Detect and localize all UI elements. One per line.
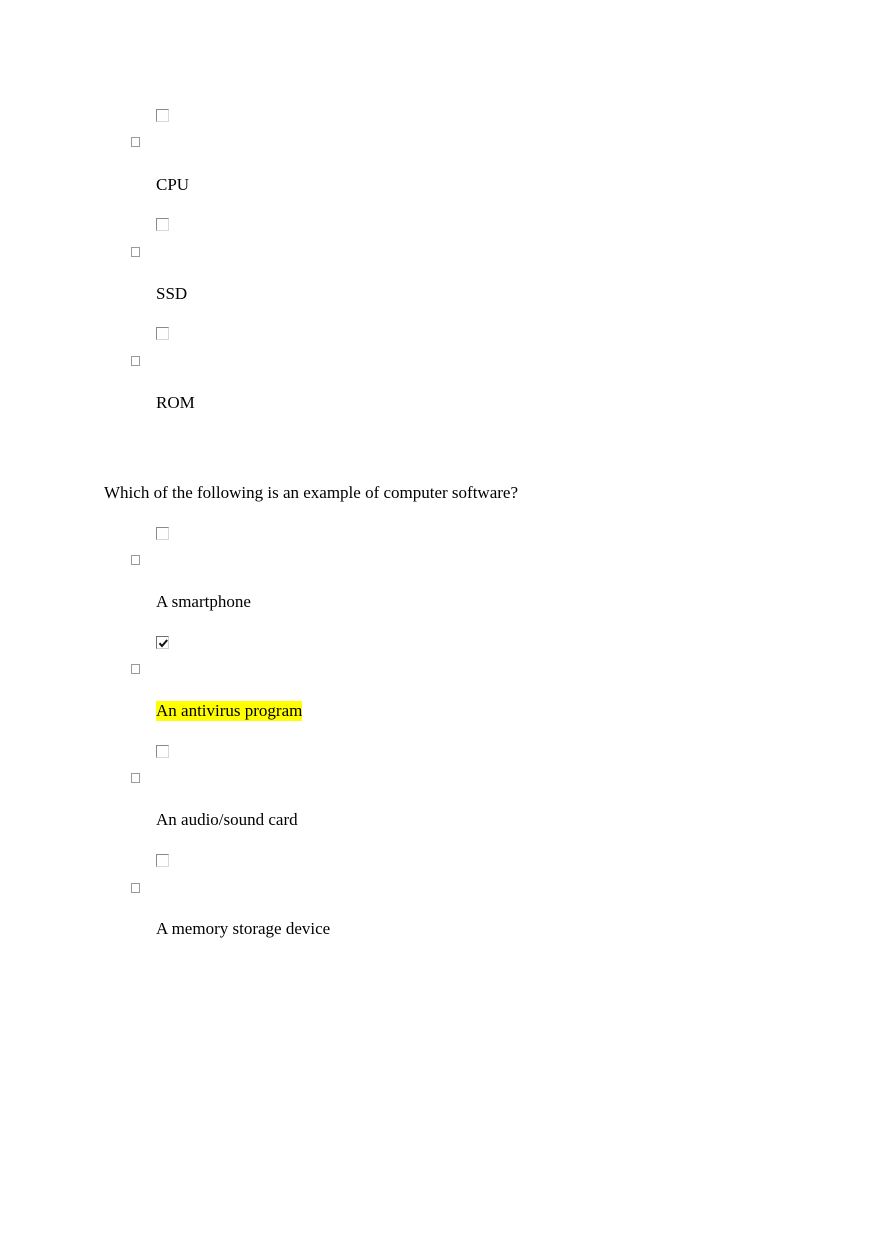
option-label-sound-card: An audio/sound card (156, 810, 298, 829)
checkmark-icon (157, 637, 170, 650)
checkbox-ssd[interactable] (156, 218, 169, 231)
missing-glyph-icon (131, 664, 140, 674)
option-label-smartphone: A smartphone (156, 592, 251, 611)
checkbox-smartphone[interactable] (156, 527, 169, 540)
option-label-cpu: CPU (156, 175, 190, 194)
checkbox-sound-card[interactable] (156, 745, 169, 758)
checkbox-cpu[interactable] (156, 109, 169, 122)
missing-glyph-icon (131, 773, 140, 783)
missing-glyph-icon (131, 137, 140, 147)
checkbox-memory-device[interactable] (156, 854, 169, 867)
missing-glyph-icon (131, 555, 140, 565)
missing-glyph-icon (131, 883, 140, 893)
checkbox-rom[interactable] (156, 327, 169, 340)
question-text: Which of the following is an example of computer software? (104, 483, 519, 502)
missing-glyph-icon (131, 247, 140, 257)
option-label-antivirus: An antivirus program (156, 701, 303, 720)
option-label-rom: ROM (156, 393, 195, 412)
option-label-memory-device: A memory storage device (156, 919, 331, 938)
checkbox-antivirus-checked[interactable] (156, 636, 169, 649)
missing-glyph-icon (131, 356, 140, 366)
option-label-ssd: SSD (156, 284, 188, 303)
